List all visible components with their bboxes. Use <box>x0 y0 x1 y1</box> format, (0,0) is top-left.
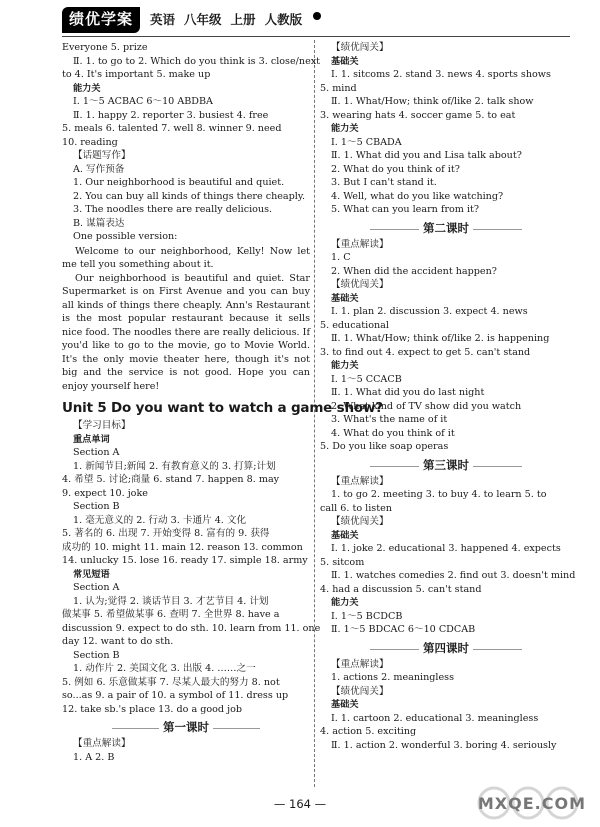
text-line: 4. 希望 5. 讨论;商量 6. stand 7. happen 8. may <box>62 474 280 486</box>
text-line: 能力关 <box>331 597 359 608</box>
text-line: 2. When did the accident happen? <box>331 265 497 277</box>
text-line: Ⅱ. 1. action 2. wonderful 3. boring 4. seriously <box>331 739 557 751</box>
text-line: 5. sitcom <box>320 556 365 568</box>
text-line: 做某事 5. 希望做某事 6. 查明 7. 全世界 8. have a <box>62 609 280 621</box>
text-line: 5. educational <box>320 319 389 331</box>
lesson1-answers <box>62 738 310 765</box>
volume-label: 上册 <box>230 11 256 27</box>
text-line: 常见短语 <box>73 568 110 580</box>
text-line: 【重点解读】 <box>73 738 131 750</box>
text-line: 【重点解读】 <box>331 658 389 670</box>
text-line: 5. Do you like soap operas <box>320 441 449 452</box>
unit-title: Unit 5 Do you want to watch a game show? <box>62 400 383 416</box>
text-line: 2. You can buy all kinds of things there cheaply. <box>73 190 306 202</box>
text-line: Ⅰ. 1～5 CCACB <box>331 373 402 385</box>
lesson1-practice-answers <box>320 42 572 218</box>
text-line: 基础关 <box>331 292 359 304</box>
text-line: day 12. want to do sth. <box>62 636 174 648</box>
text-line: 基础关 <box>331 699 359 710</box>
lesson2-answers <box>320 239 572 455</box>
lesson4-answers <box>320 659 572 754</box>
text-line: 【重点解读】 <box>331 475 389 487</box>
text-line: 3. wearing hats 4. soccer game 5. to eat <box>320 109 516 121</box>
text-line: 能力关 <box>73 82 101 94</box>
text-line: 基础关 <box>331 529 359 541</box>
lesson3-answers <box>320 475 576 638</box>
text-line: 9. expect 10. joke <box>62 487 148 499</box>
essay-sample <box>62 245 310 394</box>
text-line: 12. take sb.'s place 13. do a good job <box>62 703 242 715</box>
text-line: 5. What can you learn from it? <box>331 204 480 215</box>
text-line: 1. A 2. B <box>73 751 115 763</box>
text-line: 1. C <box>331 252 351 263</box>
text-line: A. 写作预备 <box>73 163 125 175</box>
text-line: 10. reading <box>62 136 118 148</box>
essay-paragraph: Our neighborhood is beautiful and quiet. Star Supermarket is on First Avenue and you can buy all kinds of things there cheaply. Ann's Restaurant is the most popular restaurant because it sells nice food. The noodles there are really delicious. If you'd like to go to the movie, go to Movie World. It's the only movie theater here, though it's not big and the service is not good. Hope you can enjoy yourself here! <box>62 272 310 392</box>
text-line: 5. mind <box>320 82 357 94</box>
text-line: 4. action 5. exciting <box>320 726 417 737</box>
text-line: 【话题写作】 <box>73 150 131 161</box>
text-line: 【学习目标】 <box>73 420 131 432</box>
text-line: 1. 动作片 2. 美国文化 3. 出版 4. ……之一 <box>73 663 256 675</box>
text-line: discussion 9. expect to do sth. 10. learn from 11. one <box>62 622 321 634</box>
text-line: Ⅰ. 1. joke 2. educational 3. happened 4. expects <box>331 543 561 554</box>
text-line: Ⅱ. 1. What/How; think of/like 2. talk show <box>331 96 534 107</box>
text-line: call 6. to listen <box>320 502 392 514</box>
lesson-title-3: 第三课时 <box>320 458 572 474</box>
text-line: 1. 新闻节目;新闻 2. 有教育意义的 3. 打算;计划 <box>73 460 276 472</box>
text-line: 能力关 <box>331 123 359 134</box>
text-line: Ⅰ. 1～5 CBADA <box>331 136 402 148</box>
text-line: 2. What kind of TV show did you watch <box>331 400 522 412</box>
text-line: Ⅰ. 1. sitcoms 2. stand 3. news 4. sports shows <box>331 69 551 80</box>
text-line: 1. to go 2. meeting 3. to buy 4. to learn 5. to <box>331 489 547 500</box>
text-line: Ⅱ. 1～5 BDCAC 6～10 CDCAB <box>331 624 476 635</box>
text-line: 重点单词 <box>73 433 110 445</box>
edition-label: 人教版 <box>264 11 303 27</box>
subject-label: 英语 <box>150 11 176 27</box>
text-line: Ⅰ. 1～5 BCDCB <box>331 610 403 622</box>
text-line: Section A <box>73 447 120 459</box>
page-number: — 164 — <box>273 797 327 812</box>
header-rule <box>62 36 570 37</box>
text-line: so...as 9. a pair of 10. a symbol of 11. dress up <box>62 690 289 702</box>
text-line: 1. Our neighborhood is beautiful and quiet. <box>73 177 285 188</box>
text-line: 基础关 <box>331 55 359 67</box>
text-line: 4. What do you think of it <box>331 427 455 439</box>
text-line: 1. 毫无意义的 2. 行动 3. 卡通片 4. 文化 <box>73 514 247 526</box>
essay-paragraph: Welcome to our neighborhood, Kelly! Now let me tell you something about it. <box>62 245 310 270</box>
text-line: 【绩优闯关】 <box>331 279 389 290</box>
text-line: 成功的 10. might 11. main 12. reason 13. common <box>62 541 303 553</box>
text-line: Ⅱ. 1. happy 2. reporter 3. busiest 4. free <box>73 109 269 121</box>
text-line: One possible version: <box>73 231 178 242</box>
text-line: Ⅱ. 1. to go to 2. Which do you think is 3. close/next <box>73 55 321 67</box>
right-column <box>320 42 576 753</box>
answer-block-previous-unit <box>62 42 321 245</box>
text-line: Ⅱ. 1. What did you and Lisa talk about? <box>331 150 522 161</box>
text-line: 4. Well, what do you like watching? <box>331 190 504 202</box>
grade-label: 八年级 <box>184 11 222 27</box>
text-line: 5. 著名的 6. 出现 7. 开始变得 8. 富有的 9. 获得 <box>62 528 270 540</box>
text-line: 3. But I can't stand it. <box>331 177 437 188</box>
text-line: Ⅱ. 1. What did you do last night <box>331 387 485 398</box>
lesson-title-1: 第一课时 <box>62 720 310 736</box>
text-line: 【重点解读】 <box>331 238 389 250</box>
text-line: 5. 例如 6. 乐意做某事 7. 尽某人最大的努力 8. not <box>62 676 280 688</box>
book-meta <box>150 12 321 29</box>
text-line: 【绩优闯关】 <box>331 685 389 697</box>
lesson-title-4: 第四课时 <box>320 641 572 657</box>
text-line: 1. actions 2. meaningless <box>331 672 455 683</box>
text-line: Section B <box>73 501 120 513</box>
text-line: Ⅰ. 1. cartoon 2. educational 3. meaningless <box>331 712 539 724</box>
text-line: 14. unlucky 15. lose 16. ready 17. simple 18. army <box>62 555 308 567</box>
lesson-title-2: 第二课时 <box>320 221 572 237</box>
bullet-dot-icon <box>313 12 321 20</box>
text-line: Section A <box>73 582 120 594</box>
text-line: Ⅰ. 1～5 ACBAC 6～10 ABDBA <box>73 96 213 107</box>
brand-logo: 绩优学案 <box>62 7 140 32</box>
text-line: to 4. It's important 5. make up <box>62 69 211 80</box>
unit-vocabulary-block <box>62 420 321 717</box>
text-line: 【绩优闯关】 <box>331 516 389 527</box>
page-header <box>62 8 321 32</box>
watermark-text: MXQE.COM <box>477 794 586 814</box>
text-line: 能力关 <box>331 360 359 371</box>
text-line: 3. The noodles there are really delicious. <box>73 204 273 215</box>
text-line: 5. meals 6. talented 7. well 8. winner 9. need <box>62 123 282 134</box>
text-line: 4. had a discussion 5. can't stand <box>320 583 482 595</box>
text-line: Everyone 5. prize <box>62 42 148 53</box>
text-line: Ⅰ. 1. plan 2. discussion 3. expect 4. news <box>331 306 528 317</box>
text-line: Ⅱ. 1. What/How; think of/like 2. is happening <box>331 333 550 344</box>
text-line: 1. 认为;觉得 2. 谈话节目 3. 才艺节目 4. 计划 <box>73 595 269 607</box>
text-line: 3. What's the name of it <box>331 414 448 425</box>
text-line: Section B <box>73 649 120 661</box>
text-line: Ⅱ. 1. watches comedies 2. find out 3. doesn't mind <box>331 570 576 581</box>
text-line: 【绩优闯关】 <box>331 42 389 53</box>
text-line: B. 谋篇表达 <box>73 217 125 229</box>
text-line: 3. to find out 4. expect to get 5. can't stand <box>320 346 531 358</box>
text-line: 2. What do you think of it? <box>331 163 460 175</box>
